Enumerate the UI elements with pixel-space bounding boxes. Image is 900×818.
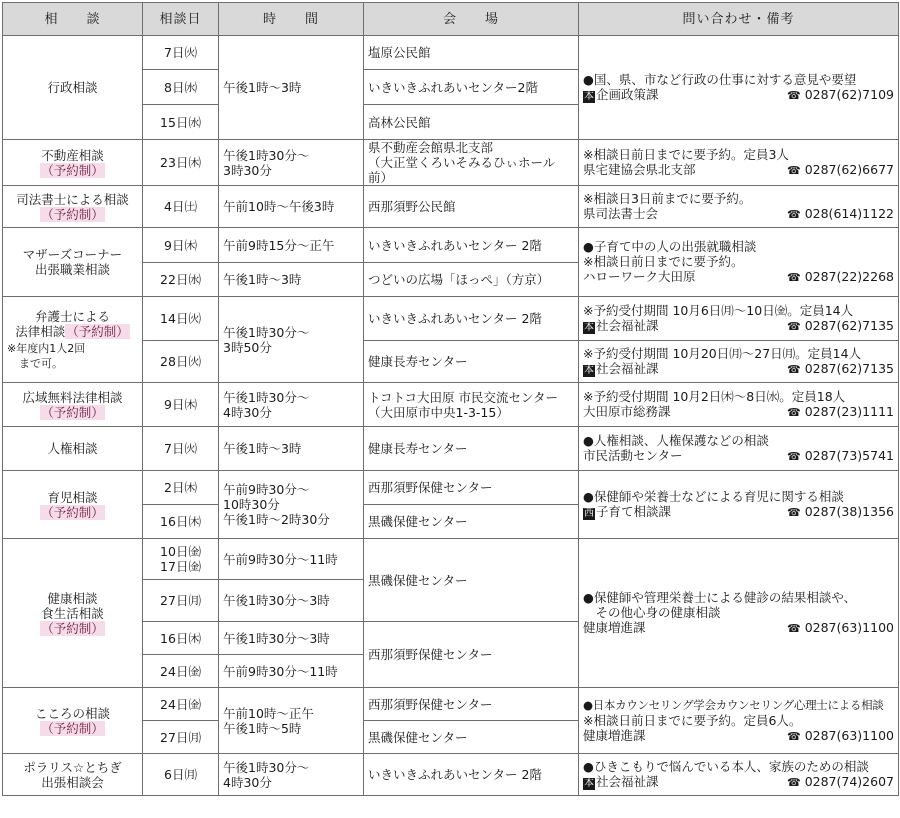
consultation-schedule-table (2, 2, 899, 796)
table-row (3, 186, 899, 228)
date-cell: 28日㈫ (143, 341, 219, 383)
phone-icon: ☎ (787, 450, 801, 463)
department: 市民活動センター (583, 448, 683, 463)
date-cell: 15日㈬ (143, 105, 219, 140)
venue-cell (364, 140, 579, 186)
phone-number (787, 620, 894, 636)
note-text: ※相談日3日前までに要予約。 (583, 191, 752, 206)
limit-note: まで可。 (19, 356, 63, 370)
category-label: 行政相談 (47, 80, 98, 95)
header-venue: 会 場 (364, 3, 579, 36)
phone-icon: ☎ (787, 89, 801, 102)
department: 社会福祉課 (596, 361, 659, 376)
phone-icon: ☎ (787, 622, 801, 635)
time-cell: 午後1時30分～3時 (219, 580, 364, 622)
note-text: ※予約受付期間 10月6日㈪～10日㈮。定員14人 (583, 303, 854, 318)
contact-cell (579, 297, 899, 341)
category-gyosei (3, 36, 143, 140)
contact-cell (579, 427, 899, 471)
note-text: ●人権相談、人権保護などの相談 (583, 433, 769, 448)
category-label: 出張職業相談 (34, 262, 110, 277)
phone-value: 0287(38)1356 (804, 504, 894, 519)
header-consultation: 相 談 (3, 3, 143, 36)
note-text: ※予約受付期間 10月20日㈪～27日㈪。定員14人 (583, 346, 862, 361)
date-cell: 27日㈪ (143, 580, 219, 622)
date-cell: 23日㈭ (143, 140, 219, 186)
note-text: ※相談日前日までに要予約。定員3人 (583, 147, 789, 162)
date-cell: 7日㈫ (143, 36, 219, 70)
category-jinken: 人権相談 (3, 427, 143, 471)
category-label: 広域無料法律相談 (22, 389, 123, 405)
phone-number (787, 162, 894, 178)
category-bengoshi (3, 297, 143, 383)
phone-value: 0287(62)7135 (804, 361, 894, 376)
date-cell: 6日㈪ (143, 754, 219, 796)
phone-value: 0287(62)7109 (804, 87, 894, 102)
date-cell: 27日㈪ (143, 721, 219, 754)
phone-number (787, 404, 894, 420)
venue-line: （大正堂くろいそみるひぃホール前） (368, 155, 556, 185)
note-text: その他心身の健康相談 (583, 605, 721, 620)
venue-cell: 西那須野公民館 (364, 186, 579, 228)
time-cell (219, 383, 364, 427)
category-polaris (3, 754, 143, 796)
table-row (3, 754, 899, 796)
table-row (3, 36, 899, 70)
time-cell: 午前9時30分～11時 (219, 539, 364, 580)
table-header-row (3, 3, 899, 36)
date-cell: 2日㈭ (143, 471, 219, 505)
venue-cell: いきいきふれあいセンター 2階 (364, 297, 579, 341)
office-badge: 西 (584, 508, 594, 519)
category-label: 健康相談 (47, 590, 98, 606)
category-label: マザーズコーナー (22, 247, 123, 262)
contact-cell (579, 341, 899, 383)
time-line: 4時30分 (223, 404, 272, 420)
time-line: 3時30分 (223, 162, 272, 178)
contact-cell (579, 228, 899, 297)
phone-value: 0287(73)5741 (804, 448, 894, 463)
contact-cell (579, 140, 899, 186)
phone-icon: ☎ (787, 320, 801, 333)
venue-cell: いきいきふれあいセンター2階 (364, 70, 579, 105)
date-cell: 7日㈫ (143, 427, 219, 471)
contact-cell (579, 688, 899, 754)
venue-cell: 西那須野保健センター (364, 688, 579, 721)
phone-icon: ☎ (787, 363, 801, 376)
phone-number (787, 206, 894, 222)
reservation-tag: （予約制） (41, 206, 104, 222)
time-line: 4時30分 (223, 774, 272, 790)
venue-cell: 健康長寿センター (364, 427, 579, 471)
date-cell: 9日㈭ (143, 383, 219, 427)
note-text: ●ひきこもりで悩んでいる本人、家族のための相談 (583, 759, 869, 774)
department: 県司法書士会 (583, 206, 659, 221)
time-line: 午後1時30分～ (223, 147, 310, 163)
header-contact: 問い合わせ・備考 (579, 3, 899, 36)
time-line: 午後1時30分～ (223, 389, 310, 405)
phone-value: 0287(22)2268 (804, 269, 894, 284)
header-date: 相談日 (143, 3, 219, 36)
note-text: ※相談日前日までに要予約。 (583, 254, 744, 269)
date-cell: 24日㈮ (143, 688, 219, 721)
venue-cell: 黒磯保健センター (364, 539, 579, 622)
date-cell: 16日㈭ (143, 622, 219, 655)
category-label: 法律相談 (15, 323, 66, 339)
reservation-tag: （予約制） (41, 404, 104, 420)
date-cell: 4日㈯ (143, 186, 219, 228)
table-row (3, 383, 899, 427)
limit-note: ※年度内1人2回 (7, 341, 86, 355)
date-cell: 14日㈫ (143, 297, 219, 341)
venue-line: （大田原市中央1-3-15） (368, 404, 509, 420)
office-badge: 本 (584, 91, 594, 102)
time-line: 午後1時30分～ (223, 324, 310, 340)
category-kokoro (3, 688, 143, 754)
phone-icon: ☎ (787, 406, 801, 419)
office-badge: 本 (584, 365, 594, 376)
table-row (3, 539, 899, 580)
date-cell: 8日㈬ (143, 70, 219, 105)
phone-number (787, 774, 894, 790)
time-cell: 午後1時～3時 (219, 263, 364, 297)
contact-cell (579, 383, 899, 427)
contact-cell (579, 471, 899, 539)
table-row (3, 688, 899, 721)
note-text: ●国、県、市など行政の仕事に対する意見や要望 (583, 72, 857, 87)
reservation-tag: （予約制） (41, 162, 104, 178)
phone-icon: ☎ (787, 271, 801, 284)
venue-cell: いきいきふれあいセンター 2階 (364, 754, 579, 796)
category-shiho (3, 186, 143, 228)
category-ikuji (3, 471, 143, 539)
category-label: 出張相談会 (41, 774, 104, 790)
phone-value: 0287(74)2607 (804, 774, 894, 789)
date-line: 10日㈮ (160, 544, 201, 559)
venue-cell (364, 383, 579, 427)
phone-number (787, 728, 894, 744)
table-row (3, 471, 899, 505)
note-text: ●保健師や栄養士などによる育児に関する相談 (583, 489, 844, 504)
department: 社会福祉課 (596, 318, 659, 333)
category-koiki (3, 383, 143, 427)
time-line: 午前10時～正午 (223, 705, 314, 721)
time-cell: 午後1時～3時 (219, 36, 364, 140)
category-label: 不動産相談 (41, 147, 104, 163)
phone-icon: ☎ (787, 208, 801, 221)
phone-icon: ☎ (787, 164, 801, 177)
reservation-tag: （予約制） (41, 620, 104, 636)
department: 健康増進課 (583, 727, 646, 743)
reservation-tag: （予約制） (66, 323, 129, 339)
contact-cell (579, 186, 899, 228)
time-cell: 午前9時15分～正午 (219, 228, 364, 263)
time-cell (219, 471, 364, 539)
phone-number (787, 318, 894, 334)
time-line: 午後1時～2時30分 (223, 512, 330, 527)
reservation-tag: （予約制） (41, 720, 104, 736)
phone-value: 0287(62)7135 (804, 318, 894, 333)
venue-line: 県不動産会館県北支部 (368, 140, 494, 155)
department: 健康増進課 (583, 620, 646, 635)
note-text: ※予約受付期間 10月2日㈭～8日㈬。定員18人 (583, 389, 846, 404)
phone-value: 0287(62)6677 (804, 162, 894, 177)
phone-number (787, 361, 894, 377)
note-text: ※相談日前日までに要予約。定員6人。 (583, 712, 802, 728)
venue-cell: 西那須野保健センター (364, 471, 579, 505)
contact-cell (579, 36, 899, 140)
venue-cell: 黒磯保健センター (364, 721, 579, 754)
date-cell: 24日㈮ (143, 655, 219, 688)
department: 子育て相談課 (596, 504, 672, 519)
phone-value: 0287(63)1100 (804, 727, 894, 743)
phone-number (787, 504, 894, 520)
time-cell (219, 688, 364, 754)
table-row (3, 228, 899, 263)
time-line: 午後1時～5時 (223, 720, 302, 736)
time-line: 3時50分 (223, 339, 272, 355)
phone-icon: ☎ (787, 506, 801, 519)
contact-cell (579, 754, 899, 796)
time-line: 午前9時30分～ (223, 482, 310, 497)
venue-cell: 高林公民館 (364, 105, 579, 140)
date-cell: 22日㈬ (143, 263, 219, 297)
header-time: 時 間 (219, 3, 364, 36)
table-row (3, 427, 899, 471)
department: 企画政策課 (596, 87, 659, 102)
department: 社会福祉課 (596, 774, 659, 789)
time-cell (219, 297, 364, 383)
time-cell (219, 140, 364, 186)
office-badge: 本 (584, 778, 594, 789)
time-cell: 午後1時～3時 (219, 427, 364, 471)
venue-line: トコトコ大田原 市民交流センター (368, 389, 558, 405)
category-label: こころの相談 (34, 705, 110, 721)
time-cell: 午前9時30分～11時 (219, 655, 364, 688)
venue-cell: 西那須野保健センター (364, 622, 579, 688)
time-line: 10時30分 (223, 497, 280, 512)
note-text: ●保健師や管理栄養士による健診の結果相談や、 (583, 590, 857, 605)
table-row (3, 140, 899, 186)
phone-number (787, 87, 894, 103)
date-cell: 9日㈭ (143, 228, 219, 263)
phone-value: 028(614)1122 (804, 206, 894, 221)
date-cell: 16日㈭ (143, 505, 219, 539)
phone-icon: ☎ (787, 776, 801, 789)
venue-cell: 黒磯保健センター (364, 505, 579, 539)
phone-value: 0287(63)1100 (804, 620, 894, 635)
venue-cell: つどいの広場「ほっぺ」（方京） (364, 263, 579, 297)
note-text: ●子育て中の人の出張就職相談 (583, 239, 757, 254)
department: ハローワーク大田原 (583, 269, 696, 284)
phone-icon: ☎ (787, 729, 801, 743)
category-label: 食生活相談 (41, 605, 104, 621)
time-cell: 午後1時30分～3時 (219, 622, 364, 655)
time-cell: 午前10時～午後3時 (219, 186, 364, 228)
department: 県宅建協会県北支部 (583, 162, 696, 177)
date-line: 17日㈮ (160, 559, 201, 574)
venue-cell: いきいきふれあいセンター 2階 (364, 228, 579, 263)
phone-number (787, 269, 894, 285)
category-fudosan (3, 140, 143, 186)
category-label: 司法書士による相談 (16, 191, 129, 207)
reservation-tag: （予約制） (41, 504, 104, 520)
table-row (3, 297, 899, 341)
note-text: ●日本カウンセリング学会カウンセリング心理士による相談 (583, 697, 884, 712)
phone-number (787, 448, 894, 464)
category-kenko (3, 539, 143, 688)
department: 大田原市総務課 (583, 404, 671, 419)
contact-cell (579, 539, 899, 688)
time-cell (219, 754, 364, 796)
time-line: 午後1時30分～ (223, 759, 310, 775)
category-label: ポラリス☆とちぎ (23, 759, 122, 775)
venue-cell: 塩原公民館 (364, 36, 579, 70)
category-label: 弁護士による (34, 308, 110, 324)
category-mothers (3, 228, 143, 297)
date-cell (143, 539, 219, 580)
venue-cell: 健康長寿センター (364, 341, 579, 383)
phone-value: 0287(23)1111 (804, 404, 894, 419)
category-label: 育児相談 (47, 489, 98, 505)
office-badge: 本 (584, 322, 594, 333)
